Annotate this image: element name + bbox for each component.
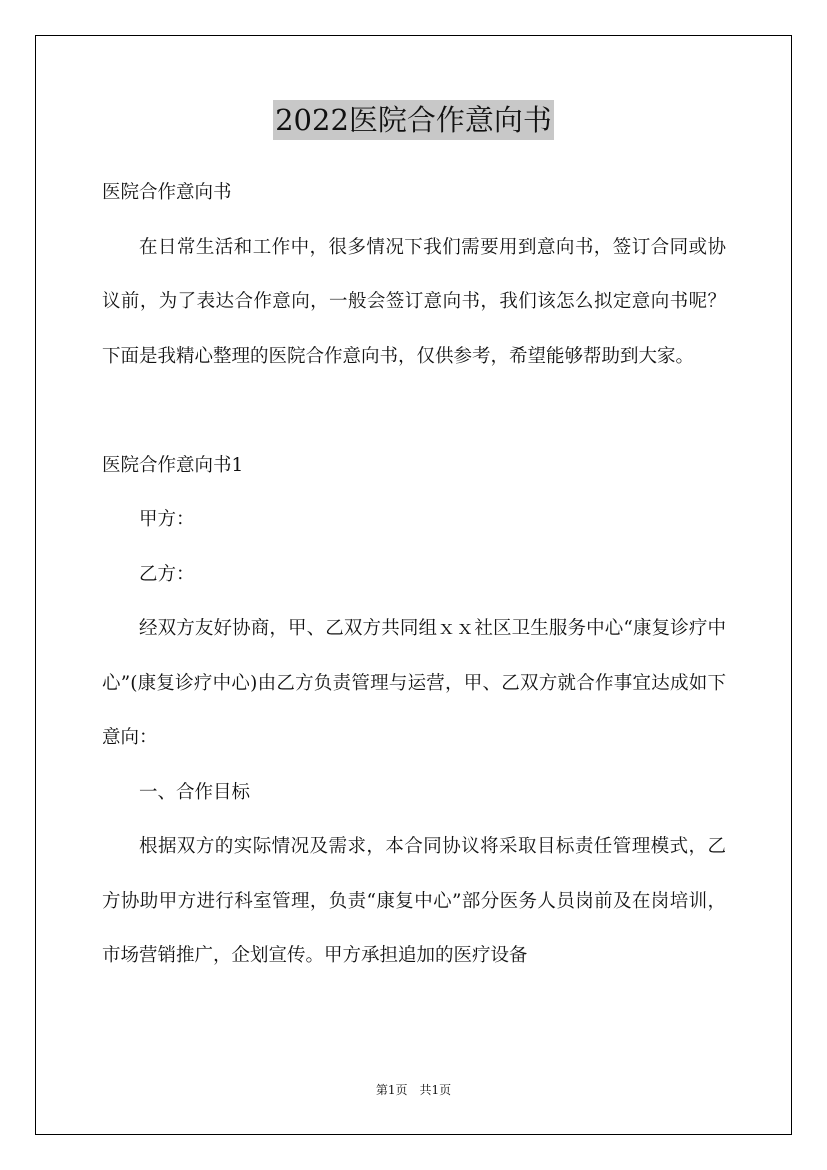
section-heading-1: 医院合作意向书1 xyxy=(102,454,244,476)
document-title: 2022医院合作意向书 xyxy=(273,100,554,140)
section-heading: 医院合作意向书 xyxy=(102,182,232,203)
intro-paragraph: 在日常生活和工作中，很多情况下我们需要用到意向书，签订合同或协议前，为了表达合作意向，一般会签订意向书，我们该怎么拟定意向书呢？下面是我精心整理的医院合作意向书，仅供参考，希望能够帮助到大家。 xyxy=(102,236,726,367)
agreement-paragraph: 经双方友好协商，甲、乙双方共同组ｘｘ社区卫生服务中心“康复诊疗中心”(康复诊疗中心)由乙方负责管理与运营，甲、乙双方就合作事宜达成如下意向： xyxy=(102,618,726,748)
party-a-line: 甲方： xyxy=(139,509,195,530)
clause-heading: 一、合作目标 xyxy=(139,781,251,803)
page-footer: 第1页 共1页 xyxy=(375,1083,452,1097)
clause-paragraph: 根据双方的实际情况及需求，本合同协议将采取目标责任管理模式，乙方协助甲方进行科室管理，负责“康复中心”部分医务人员岗前及在岗培训，市场营销推广，企划宣传。甲方承担追加的医疗设备 xyxy=(102,836,726,966)
document-body xyxy=(102,166,726,984)
party-b-line: 乙方： xyxy=(139,563,195,585)
title-container xyxy=(0,100,827,140)
paragraph-gap xyxy=(102,384,726,439)
